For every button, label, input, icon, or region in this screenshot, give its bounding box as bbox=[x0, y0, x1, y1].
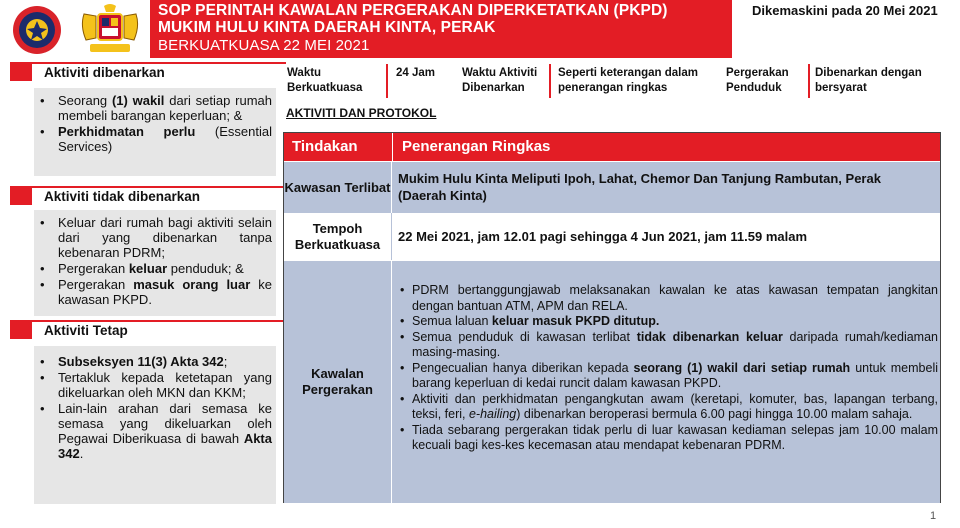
aktiviti-value: Seperti keterangan dalam penerangan ringkas bbox=[558, 67, 698, 94]
list-item-text: daripada rumah/kediaman masing-masing. bbox=[412, 329, 938, 359]
list-item bbox=[398, 330, 938, 361]
section-not-allowed-label: Aktiviti tidak dibenarkan bbox=[44, 189, 201, 204]
list-item-text: seorang (1) wakil dari setiap rumah bbox=[633, 360, 851, 375]
list-item bbox=[398, 361, 938, 392]
header-col-tindakan: Tindakan bbox=[292, 138, 358, 155]
list-item-text: ke kawasan PKPD. bbox=[58, 277, 272, 307]
header-title-line2: MUKIM HULU KINTA DAERAH KINTA, PERAK bbox=[158, 19, 496, 36]
column-divider bbox=[391, 213, 392, 260]
column-divider bbox=[391, 161, 392, 213]
section-line bbox=[32, 62, 286, 64]
section-line bbox=[32, 320, 286, 322]
column-divider bbox=[391, 260, 392, 503]
list-item-text: dari setiap rumah membeli barangan keperluan; & bbox=[58, 93, 272, 123]
list-item-text: Seorang bbox=[58, 93, 112, 108]
list-item-text: penduduk; & bbox=[167, 261, 244, 276]
section-fixed-label: Aktiviti Tetap bbox=[44, 323, 128, 338]
list-item-text: Perkhidmatan perlu bbox=[58, 124, 196, 139]
coat-of-arms-icon bbox=[76, 2, 144, 56]
kawalan-list bbox=[398, 283, 938, 454]
section-marker bbox=[10, 62, 32, 81]
list-item-text: Pengecualian hanya diberikan kepada bbox=[412, 360, 634, 375]
info-separator bbox=[549, 64, 551, 98]
not-allowed-list bbox=[34, 215, 272, 307]
row-value-kawalan bbox=[392, 261, 940, 503]
list-item-text: . bbox=[79, 446, 84, 461]
list-item bbox=[398, 283, 938, 314]
fixed-box bbox=[34, 346, 276, 504]
list-item-text: (Essential Services) bbox=[58, 124, 272, 154]
list-item bbox=[34, 261, 272, 276]
table-row bbox=[284, 260, 940, 503]
waktu-label: Waktu Berkuatkuasa bbox=[287, 67, 363, 94]
row-value-tempoh bbox=[392, 214, 940, 260]
list-item bbox=[398, 314, 938, 330]
police-logo-icon bbox=[6, 4, 68, 56]
list-item bbox=[34, 93, 272, 123]
list-item-text: PDRM bertanggungjawab melaksanakan kawalan ke atas kawasan tempatan jangkitan dengan bantuan ATM, APM dan RELA. bbox=[412, 283, 938, 313]
header-divider bbox=[392, 133, 393, 161]
section-title: AKTIVITI DAN PROTOKOL bbox=[286, 106, 437, 120]
list-item-text: Lain-lain arahan dari semasa ke semasa yang dikeluarkan oleh Pegawai Diberikuasa di bawah bbox=[58, 401, 272, 446]
info-separator bbox=[386, 64, 388, 98]
section-marker bbox=[10, 186, 32, 205]
row-value-kawasan bbox=[392, 162, 940, 213]
row-label-kawalan: Kawalan Pergerakan bbox=[284, 261, 391, 503]
list-item bbox=[34, 215, 272, 260]
updated-date: Dikemaskini pada 20 Mei 2021 bbox=[752, 3, 938, 18]
list-item bbox=[398, 423, 938, 454]
allowed-box bbox=[34, 88, 276, 176]
list-item bbox=[34, 401, 272, 461]
list-item-text: ; bbox=[223, 354, 228, 369]
list-item-text: keluar masuk PKPD ditutup. bbox=[491, 314, 660, 328]
header-title-line1: SOP PERINTAH KAWALAN PERGERAKAN DIPERKETATKAN (PKPD) bbox=[158, 2, 668, 19]
list-item-text: Tiada sebarang pergerakan tidak perlu di luar kawasan kediaman selepas jam 10.00 malam kecuali bagi kes-kes kecemasan atau mendapat kebenaran PDRM. bbox=[412, 422, 938, 452]
row-label-tempoh: Tempoh Berkuatkuasa bbox=[284, 214, 391, 260]
fixed-list bbox=[34, 354, 272, 461]
list-item-text: Pergerakan bbox=[58, 277, 134, 292]
list-item-text: Subseksyen 11(3) Akta 342 bbox=[58, 354, 224, 369]
section-allowed-label: Aktiviti dibenarkan bbox=[44, 65, 165, 80]
aktiviti-label: Waktu Aktiviti Dibenarkan bbox=[462, 67, 538, 94]
section-marker bbox=[10, 320, 32, 339]
kawasan-text: Mukim Hulu Kinta Meliputi Ipoh, Lahat, Chemor Dan Tanjung Rambutan, Perak (Daerah Kinta) bbox=[398, 171, 881, 203]
header-title-line3: BERKUATKUASA 22 MEI 2021 bbox=[158, 37, 370, 54]
info-separator bbox=[808, 64, 810, 98]
list-item-text: Akta 342 bbox=[58, 431, 272, 461]
list-item-text: keluar bbox=[128, 261, 168, 276]
tempoh-text: 22 Mei 2021, jam 12.01 pagi sehingga 4 Jun 2021, jam 11.59 malam bbox=[398, 229, 808, 244]
protocol-table bbox=[283, 132, 941, 503]
list-item-text: masuk orang luar bbox=[133, 277, 251, 292]
table-header bbox=[284, 133, 940, 161]
header-col-penerangan: Penerangan Ringkas bbox=[402, 138, 551, 155]
list-item bbox=[34, 277, 272, 307]
list-item bbox=[34, 124, 272, 154]
list-item-text: Tertakluk kepada ketetapan yang dikeluarkan oleh MKN dan KKM; bbox=[58, 370, 272, 400]
allowed-list bbox=[34, 93, 272, 154]
list-item-text: e-hailing bbox=[468, 407, 517, 421]
table-row bbox=[284, 161, 940, 213]
waktu-value: 24 Jam bbox=[396, 67, 436, 79]
pergerakan-value: Dibenarkan dengan bersyarat bbox=[815, 67, 922, 94]
list-item-text: (1) wakil bbox=[111, 93, 165, 108]
list-item-text: Pergerakan bbox=[58, 261, 129, 276]
list-item-text: Semua laluan bbox=[412, 314, 492, 328]
list-item-text: Semua penduduk di kawasan terlibat bbox=[412, 329, 637, 344]
row-label-kawasan: Kawasan Terlibat bbox=[284, 162, 391, 213]
pergerakan-label: Pergerakan Penduduk bbox=[726, 67, 789, 94]
section-line bbox=[32, 186, 286, 188]
list-item-text: ) dibenarkan beroperasi bermula 6.00 pagi hingga 10.00 malam sahaja. bbox=[516, 407, 913, 421]
table-row bbox=[284, 213, 940, 260]
header bbox=[0, 0, 960, 58]
list-item-text: untuk membeli barang keperluan di kedai runcit dalam kawasan PKPD. bbox=[412, 360, 938, 390]
list-item-text: Keluar dari rumah bagi aktiviti selain dari yang dibenarkan tanpa kebenaran PDRM; bbox=[58, 215, 272, 260]
list-item bbox=[398, 392, 938, 423]
list-item-text: tidak dibenarkan keluar bbox=[636, 329, 783, 344]
not-allowed-box bbox=[34, 210, 276, 316]
list-item bbox=[34, 370, 272, 400]
list-item bbox=[34, 354, 272, 369]
list-item-text: Aktiviti dan perkhidmatan pengangkutan awam (keretapi, komuter, bas, lapangan terbang, teksi, feri, bbox=[412, 391, 938, 421]
page-number: 1 bbox=[930, 510, 937, 522]
